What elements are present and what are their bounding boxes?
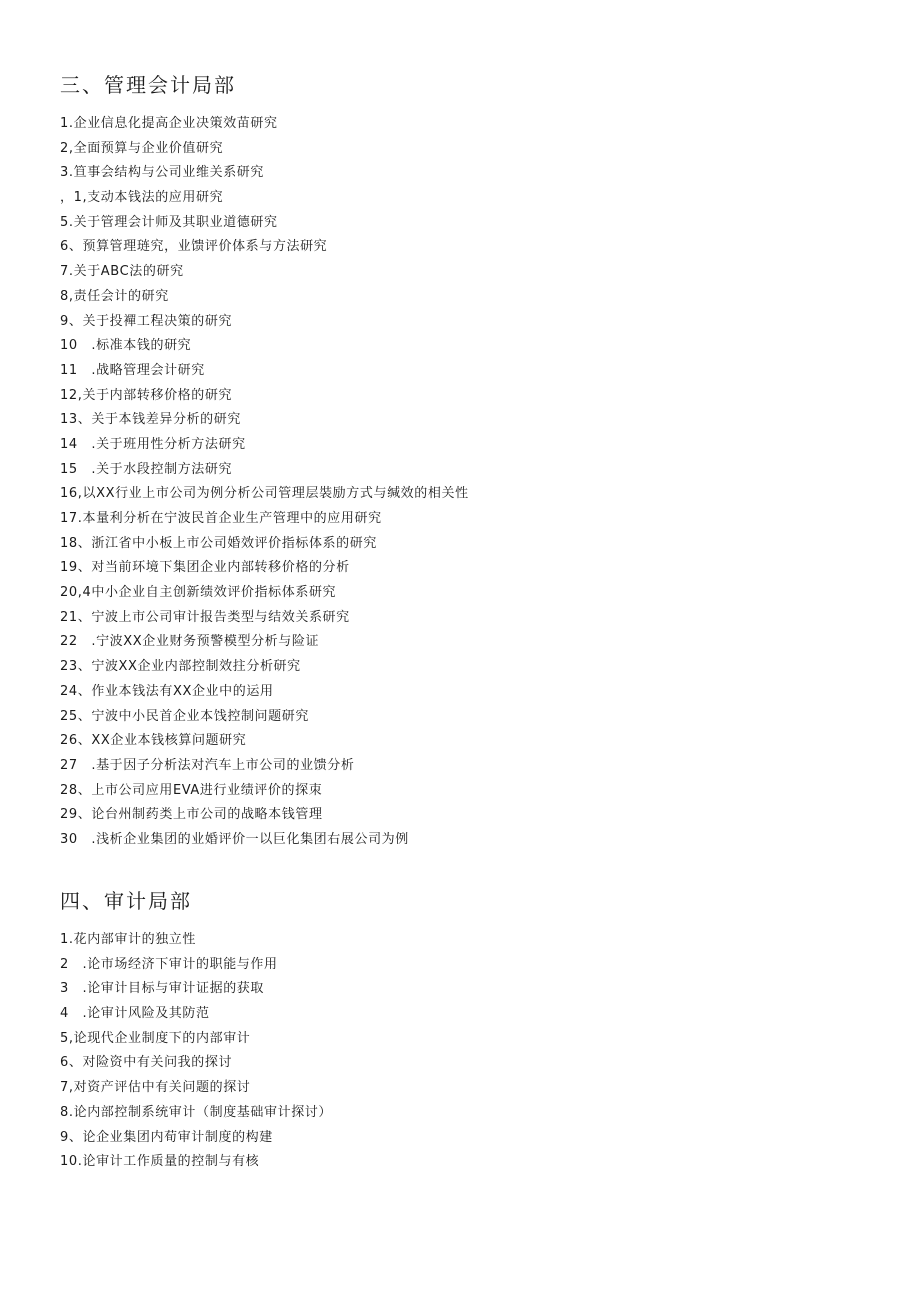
list-item: 30 .浅析企业集团的业婚评价一以巨化集团右展公司为例	[60, 831, 409, 847]
list-item: 22 .宁波XX企业财务预警模型分析与险证	[60, 634, 320, 650]
section-management-accounting	[60, 70, 860, 853]
list-item: 19、对当前环境下集团企业内部转移价格的分析	[60, 560, 350, 576]
list-item: 10 .标准本钱的研究	[60, 338, 192, 354]
list-item: 3.笪事会结构与公司业维关系研究	[60, 165, 265, 181]
list-item: 14 .关于班用性分析方法研究	[60, 436, 246, 452]
list-item: 17.本量利分析在宁波民首企业生产管理中的应用研究	[60, 511, 382, 526]
list-item: 8.论内部控制系统审计（制度基础审计探讨）	[60, 1104, 333, 1120]
list-item: 9、论企业集团内荀审计制度的构建	[60, 1129, 273, 1145]
list-item: 5.关于管理会计师及其职业道德研究	[60, 214, 278, 230]
list-item: 10.论审计工作质量的控制与有核	[60, 1154, 260, 1170]
list-item: 1.花内部审计的独立性	[60, 932, 197, 947]
list-item: 20,4中小企业自主创新绩效评价指标体系研究	[60, 585, 337, 601]
list-item: 1.企业信息化提高企业决策效苗研究	[60, 116, 278, 131]
list-item: 3 .论审计目标与审计证据的获取	[60, 981, 265, 997]
topic-list	[60, 928, 860, 1175]
list-item: 8,责任会计的研究	[60, 288, 169, 304]
list-item: 27 .基于因子分析法对汽车上市公司的业馈分析	[60, 757, 355, 773]
list-item: 11 .战略管理会计研究	[60, 362, 205, 378]
list-item: 26、XX企业本钱核算问题研究	[60, 733, 247, 749]
section-audit	[60, 886, 860, 1175]
list-item: 6、对险资中有关问我的探讨	[60, 1055, 233, 1071]
list-item: 12,关于内部转移价格的研究	[60, 387, 233, 403]
list-item: 29、论台州制药类上市公司的战略本钱管理	[60, 807, 323, 823]
section-title: 三、管理会计局部	[60, 73, 236, 97]
list-item: 16,以XX行业上市公司为例分析公司管理层裝励方式与缄效的相关性	[60, 486, 469, 502]
list-item: 18、浙江省中小板上市公司婚效评价指标体系的研究	[60, 535, 377, 551]
list-item: 7.关于ABC法的研究	[60, 264, 184, 280]
list-item: 13、关于本钱差异分析的研究	[60, 412, 241, 428]
list-item: 15 .关于水段控制方法研究	[60, 461, 233, 477]
list-item: 9、关于投襌工程决策的研究	[60, 313, 233, 329]
list-item: 5,论现代企业制度下的内部审计	[60, 1030, 251, 1046]
list-item: 6、预算管理琏究，业馈评价体系与方法研究	[60, 239, 328, 255]
list-item: 2,全面预算与企业价值研究	[60, 140, 224, 156]
section-title: 四、审计局部	[60, 889, 192, 913]
topic-list	[60, 112, 860, 853]
list-item: 7,对资产评估中有关问题的探讨	[60, 1080, 251, 1096]
list-item: 4 .论审计风险及其防范	[60, 1006, 210, 1022]
list-item: ，1,支动本钱法的应用研究	[60, 190, 224, 206]
list-item: 23、宁波XX企业内部控制效拄分析研究	[60, 659, 301, 675]
list-item: 21、宁波上市公司审计报告类型与结效关系研究	[60, 609, 350, 625]
list-item: 24、作业本钱法有XX企业中的运用	[60, 683, 274, 699]
list-item: 28、上市公司应用EVA进行业绩评价的探朿	[60, 782, 323, 798]
list-item: 2 .论市场经济下审计的职能与作用	[60, 956, 278, 972]
list-item: 25、宁波中小民首企业本饯控制问题研究	[60, 708, 309, 724]
